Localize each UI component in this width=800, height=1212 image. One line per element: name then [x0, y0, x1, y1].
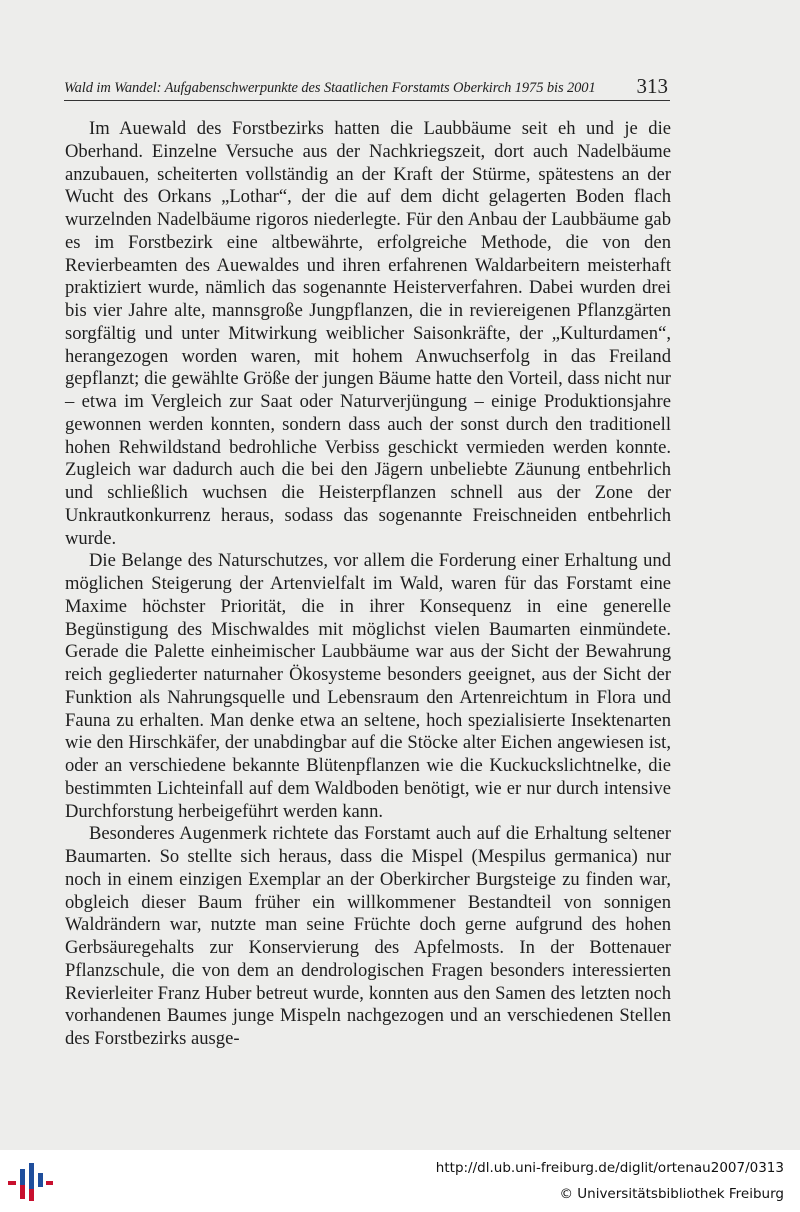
- source-url-link[interactable]: http://dl.ub.uni-freiburg.de/diglit/ortenau2007/0313: [435, 1160, 784, 1176]
- page-number: 313: [636, 74, 668, 98]
- copyright-text: © Universitätsbibliothek Freiburg: [559, 1186, 784, 1202]
- header-rule: [64, 100, 670, 101]
- paragraph: Im Auewald des Forstbezirks hatten die Laubbäume seit eh und je die Oberhand. Einzelne Versuche aus der Nachkriegszeit, dort auch Nadelbäume anzubauen, scheiterten vollständig an der Kraft der Stürme, spätestens an der Wucht des Orkans „Lothar“, der die auf dem dicht gelagerten Boden flach wurzelnden Nadelbäume rigoros niederlegte. Für den Anbau der Laubbäume gab es im Forstbezirk eine altbewährte, erfolgreiche Methode, die von den Revierbeamten des Auewaldes und ihren erfahrenen Waldarbeitern meisterhaft praktiziert wurde, nämlich das sogenannte Heisterverfahren. Dabei wurden drei bis vier Jahre alte, mannsgroße Jungpflanzen, die in reviereigenen Pflanzgärten sorgfältig und unter Mitwirkung weiblicher Saisonkräfte, der „Kulturdamen“, herangezogen worden waren, mit hohem Anwuchserfolg in das Freiland gepflanzt; die gewählte Größe der jungen Bäume hatte den Vorteil, dass nicht nur – etwa im Vergleich zur Saat oder Naturverjüngung – einige Produktionsjahre gewonnen werden konnten, sondern dass auch der sonst durch den traditionell hohen Rehwildstand bedrohliche Verbiss geschickt vermieden werden konnte. Zugleich war dadurch auch die bei den Jägern unbeliebte Zäunung entbehrlich und schließlich wuchsen die Heisterpflanzen schnell aus der Zone der Unkrautkonkurrenz heraus, sodass das sogenannte Freischneiden entbehrlich wurde.: [65, 118, 671, 549]
- footer-bar: [0, 1150, 800, 1212]
- body-text: [65, 118, 671, 1051]
- paragraph: Besonderes Augenmerk richtete das Forstamt auch auf die Erhaltung seltener Baumarten. So stellte sich heraus, dass die Mispel (Mespilus germanica) nur noch in einem einzigen Exemplar an der Oberkircher Burgsteige zu finden war, obgleich dieser Baum früher ein willkommener Bestandteil von sonnigen Waldrändern war, nutzte man seine Früchte doch gerne aufgrund des hohen Gerbsäuregehalts zur Konservierung des Apfelmosts. In der Bottenauer Pflanzschule, die von dem an dendrologischen Fragen besonders interessierten Revierleiter Franz Huber betreut wurde, konnten aus den Samen des letzten noch vorhandenen Baumes junge Mispeln nachgezogen und an verschiedenen Stellen des Forstbezirks ausge-: [65, 823, 671, 1049]
- paragraph: Die Belange des Naturschutzes, vor allem die Forderung einer Erhaltung und möglichen Steigerung der Artenvielfalt im Wald, waren für das Forstamt eine Maxime höchster Priorität, die in ihrer Konsequenz in eine generelle Begünstigung des Mischwaldes mit möglichst vielen Baumarten einmündete. Gerade die Palette einheimischer Laubbäume war aus der Sicht der Bewahrung reich gegliederter naturnaher Ökosysteme besonders geeignet, aus der Sicht der Funktion als Nahrungsquelle und Lebensraum den Artenreichtum in Flora und Fauna zu erhalten. Man denke etwa an seltene, hoch spezialisierte Insektenarten wie den Hirschkäfer, der unabdingbar auf die Stöcke alter Eichen angewiesen ist, oder an verschiedene bekannte Blütenpflanzen wie die Kuckuckslichtnelke, die bestimmten Lichteinfall auf dem Waldboden benötigt, wie er nur durch intensive Durchforstung herbeigeführt werden kann.: [65, 550, 671, 822]
- running-title: Wald im Wandel: Aufgabenschwerpunkte des Staatlichen Forstamts Oberkirch 1975 bis 2001: [64, 80, 596, 96]
- ub-freiburg-logo-icon: [6, 1161, 54, 1203]
- running-head: [64, 72, 670, 100]
